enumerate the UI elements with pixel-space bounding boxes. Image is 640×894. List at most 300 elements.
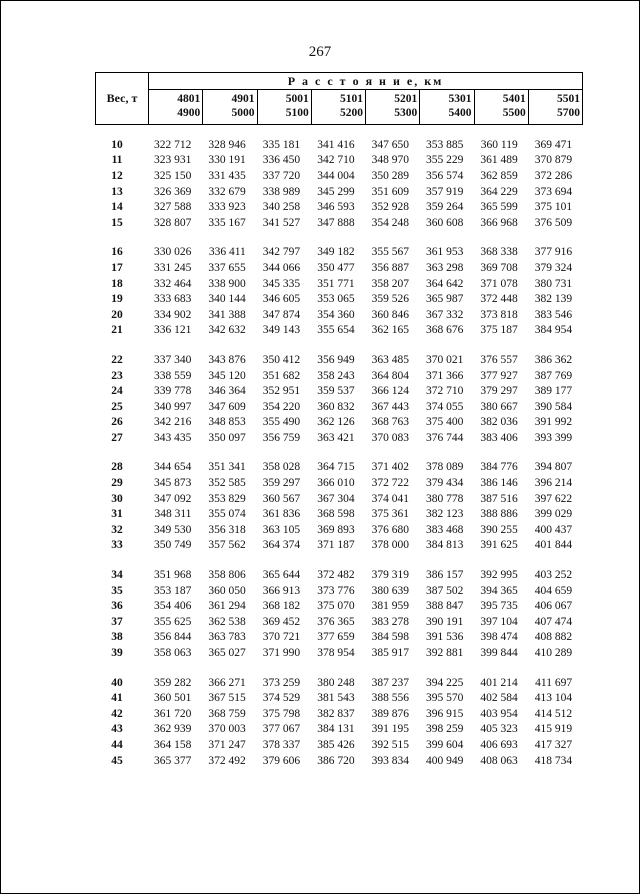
value-cell: 369 471 xyxy=(534,138,573,151)
table-row xyxy=(95,491,583,507)
value-cell: 351 341 xyxy=(208,461,246,474)
value-cell: 352 928 xyxy=(371,201,409,214)
value-cell: 356 574 xyxy=(425,169,464,182)
value-cell: 378 089 xyxy=(425,461,464,474)
table-header xyxy=(95,72,583,125)
weight-cell: 25 xyxy=(111,400,123,413)
weight-column-header: Вес, т xyxy=(96,73,149,124)
range-to: 4900 xyxy=(177,107,201,119)
weight-cell: 26 xyxy=(111,416,123,429)
value-cell: 404 659 xyxy=(534,584,573,597)
value-cell: 359 537 xyxy=(317,385,355,398)
value-cell: 388 847 xyxy=(425,600,464,613)
value-cell: 355 490 xyxy=(262,416,301,429)
value-cell: 376 557 xyxy=(480,353,518,366)
weight-cell: 33 xyxy=(111,539,123,552)
range-to: 5200 xyxy=(340,107,363,119)
value-cell: 394 807 xyxy=(534,461,573,474)
value-cell: 327 588 xyxy=(154,201,192,214)
value-cell: 384 954 xyxy=(534,324,573,337)
value-cell: 393 399 xyxy=(534,431,573,444)
value-cell: 383 278 xyxy=(371,615,409,628)
value-cell: 358 243 xyxy=(317,369,355,382)
weight-cell: 19 xyxy=(111,293,123,306)
value-cell: 358 806 xyxy=(208,569,246,582)
value-cell: 368 759 xyxy=(208,707,246,720)
value-cell: 371 366 xyxy=(425,369,464,382)
value-cell: 380 731 xyxy=(534,277,573,290)
value-cell: 341 527 xyxy=(262,216,301,229)
value-cell: 379 324 xyxy=(534,261,573,274)
value-cell: 363 105 xyxy=(262,523,301,536)
weight-cell: 43 xyxy=(111,723,123,736)
range-from: 5401 xyxy=(502,93,526,105)
value-cell: 343 876 xyxy=(208,353,246,366)
value-cell: 363 783 xyxy=(208,631,246,644)
value-cell: 356 887 xyxy=(371,261,409,274)
value-cell: 339 778 xyxy=(154,385,192,398)
value-cell: 367 304 xyxy=(317,492,355,505)
value-cell: 362 939 xyxy=(154,723,192,736)
value-cell: 350 412 xyxy=(262,353,301,366)
table-row xyxy=(95,199,583,215)
value-cell: 366 968 xyxy=(480,216,518,229)
value-cell: 381 543 xyxy=(317,692,355,705)
row-group xyxy=(95,460,583,554)
range-header xyxy=(420,90,474,124)
value-cell: 346 605 xyxy=(262,293,301,306)
table-body xyxy=(95,131,583,768)
value-cell: 356 949 xyxy=(317,353,355,366)
value-cell: 343 435 xyxy=(154,431,192,444)
value-cell: 408 882 xyxy=(534,631,573,644)
value-cell: 351 609 xyxy=(371,185,409,198)
value-cell: 382 139 xyxy=(534,293,573,306)
value-cell: 351 771 xyxy=(317,277,355,290)
value-cell: 369 893 xyxy=(317,523,355,536)
value-cell: 398 259 xyxy=(425,723,464,736)
value-cell: 337 340 xyxy=(154,353,192,366)
value-cell: 332 679 xyxy=(208,185,246,198)
value-cell: 401 844 xyxy=(534,539,573,552)
value-cell: 367 515 xyxy=(208,692,246,705)
value-cell: 328 807 xyxy=(154,216,192,229)
value-cell: 396 214 xyxy=(534,477,573,490)
value-cell: 365 599 xyxy=(480,201,518,214)
table-row xyxy=(95,368,583,384)
page-number: 267 xyxy=(308,44,332,60)
weight-cell: 21 xyxy=(111,324,123,337)
weight-cell: 36 xyxy=(111,600,123,613)
range-header xyxy=(529,90,582,124)
value-cell: 398 474 xyxy=(480,631,518,644)
value-cell: 387 237 xyxy=(371,676,409,689)
value-cell: 379 297 xyxy=(480,385,518,398)
value-cell: 406 067 xyxy=(534,600,573,613)
value-cell: 392 881 xyxy=(425,647,464,660)
value-cell: 384 813 xyxy=(425,539,464,552)
value-cell: 355 625 xyxy=(154,615,192,628)
value-cell: 340 144 xyxy=(208,293,246,306)
value-cell: 347 609 xyxy=(208,400,246,413)
value-cell: 366 124 xyxy=(371,385,409,398)
value-cell: 353 187 xyxy=(154,584,192,597)
table-row xyxy=(95,475,583,491)
value-cell: 346 593 xyxy=(317,201,355,214)
value-cell: 331 435 xyxy=(208,169,246,182)
value-cell: 359 264 xyxy=(425,201,464,214)
weight-cell: 13 xyxy=(111,185,123,198)
range-to: 5500 xyxy=(502,107,526,119)
weight-cell: 11 xyxy=(111,154,123,167)
value-cell: 342 632 xyxy=(208,324,246,337)
value-cell: 346 364 xyxy=(208,385,246,398)
value-cell: 389 876 xyxy=(371,707,409,720)
row-group xyxy=(95,567,583,661)
value-cell: 347 650 xyxy=(371,138,409,151)
value-cell: 370 003 xyxy=(208,723,246,736)
value-cell: 344 654 xyxy=(154,461,192,474)
value-cell: 342 797 xyxy=(262,246,301,259)
value-cell: 375 798 xyxy=(262,707,301,720)
value-cell: 348 970 xyxy=(371,154,409,167)
value-cell: 390 255 xyxy=(480,523,518,536)
weight-cell: 34 xyxy=(111,569,123,582)
value-cell: 366 913 xyxy=(262,584,301,597)
range-from: 5301 xyxy=(448,93,472,105)
value-cell: 372 286 xyxy=(534,169,573,182)
value-cell: 354 406 xyxy=(154,600,192,613)
value-cell: 393 834 xyxy=(371,754,409,767)
table-row xyxy=(95,352,583,368)
value-cell: 356 844 xyxy=(154,631,192,644)
value-cell: 360 608 xyxy=(425,216,464,229)
table-row xyxy=(95,215,583,231)
value-cell: 379 319 xyxy=(371,569,409,582)
value-cell: 408 063 xyxy=(480,754,518,767)
weight-cell: 42 xyxy=(111,707,123,720)
table-row xyxy=(95,675,583,691)
table-row xyxy=(95,645,583,661)
range-header xyxy=(203,90,257,124)
value-cell: 399 844 xyxy=(480,647,518,660)
value-cell: 371 187 xyxy=(317,539,355,552)
weight-cell: 45 xyxy=(111,754,123,767)
value-cell: 368 598 xyxy=(317,508,355,521)
value-cell: 342 216 xyxy=(154,416,192,429)
value-cell: 362 859 xyxy=(480,169,518,182)
value-cell: 350 097 xyxy=(208,431,246,444)
value-cell: 357 919 xyxy=(425,185,464,198)
table-row xyxy=(95,399,583,415)
value-cell: 386 146 xyxy=(480,477,518,490)
table-row xyxy=(95,276,583,292)
value-cell: 382 837 xyxy=(317,707,355,720)
value-cell: 350 477 xyxy=(317,261,355,274)
value-cell: 345 120 xyxy=(208,369,246,382)
value-cell: 369 452 xyxy=(262,615,301,628)
value-cell: 388 886 xyxy=(480,508,518,521)
value-cell: 363 485 xyxy=(371,353,409,366)
value-cell: 347 874 xyxy=(262,308,301,321)
value-cell: 410 289 xyxy=(534,647,573,660)
distance-header: Р а с с т о я н и е, км xyxy=(149,73,582,90)
value-cell: 397 622 xyxy=(534,492,573,505)
value-cell: 359 297 xyxy=(262,477,301,490)
value-cell: 347 888 xyxy=(317,216,355,229)
weight-cell: 44 xyxy=(111,738,123,751)
table-row xyxy=(95,137,583,153)
range-header xyxy=(258,90,312,124)
value-cell: 417 327 xyxy=(534,738,573,751)
value-cell: 374 529 xyxy=(262,692,301,705)
value-cell: 394 225 xyxy=(425,676,464,689)
value-cell: 371 078 xyxy=(480,277,518,290)
value-cell: 386 362 xyxy=(534,353,573,366)
value-cell: 391 992 xyxy=(534,416,573,429)
value-cell: 364 229 xyxy=(480,185,518,198)
weight-cell: 28 xyxy=(111,461,123,474)
value-cell: 359 526 xyxy=(371,293,409,306)
value-cell: 360 501 xyxy=(154,692,192,705)
value-cell: 349 182 xyxy=(317,246,355,259)
value-cell: 376 744 xyxy=(425,431,464,444)
value-cell: 368 676 xyxy=(425,324,464,337)
value-cell: 351 682 xyxy=(262,369,301,382)
value-cell: 364 715 xyxy=(317,461,355,474)
value-cell: 372 482 xyxy=(317,569,355,582)
value-cell: 378 337 xyxy=(262,738,301,751)
value-cell: 392 995 xyxy=(480,569,518,582)
value-cell: 364 158 xyxy=(154,738,192,751)
value-cell: 386 720 xyxy=(317,754,355,767)
value-cell: 382 123 xyxy=(425,508,464,521)
value-cell: 391 195 xyxy=(371,723,409,736)
table-row xyxy=(95,168,583,184)
table-row xyxy=(95,153,583,169)
value-cell: 384 776 xyxy=(480,461,518,474)
value-cell: 376 680 xyxy=(371,523,409,536)
range-header xyxy=(475,90,529,124)
value-cell: 330 191 xyxy=(208,154,246,167)
value-cell: 361 836 xyxy=(262,508,301,521)
value-cell: 364 642 xyxy=(425,277,464,290)
value-cell: 326 369 xyxy=(154,185,192,198)
value-cell: 344 066 xyxy=(262,261,301,274)
value-cell: 411 697 xyxy=(535,676,573,689)
value-cell: 363 421 xyxy=(317,431,355,444)
value-cell: 330 026 xyxy=(154,246,192,259)
value-cell: 340 258 xyxy=(262,201,301,214)
value-cell: 380 778 xyxy=(425,492,464,505)
row-group xyxy=(95,137,583,231)
weight-cell: 35 xyxy=(111,584,123,597)
value-cell: 353 065 xyxy=(317,293,355,306)
value-cell: 369 708 xyxy=(480,261,518,274)
value-cell: 403 954 xyxy=(480,707,518,720)
value-cell: 373 776 xyxy=(317,584,355,597)
value-cell: 360 050 xyxy=(208,584,246,597)
table-row xyxy=(95,415,583,431)
value-cell: 375 101 xyxy=(534,201,573,214)
weight-cell: 30 xyxy=(111,492,123,505)
value-cell: 389 177 xyxy=(534,385,573,398)
weight-cell: 10 xyxy=(111,138,123,151)
weight-cell: 14 xyxy=(111,201,123,214)
table-row xyxy=(95,598,583,614)
value-cell: 336 411 xyxy=(208,246,246,259)
weight-cell: 20 xyxy=(111,308,123,321)
value-cell: 381 959 xyxy=(371,600,409,613)
value-cell: 364 374 xyxy=(262,539,301,552)
table-row xyxy=(95,706,583,722)
value-cell: 402 584 xyxy=(480,692,518,705)
range-header xyxy=(312,90,366,124)
value-cell: 378 000 xyxy=(371,539,409,552)
range-to: 5300 xyxy=(394,107,418,119)
value-cell: 373 818 xyxy=(480,308,518,321)
value-cell: 352 585 xyxy=(208,477,246,490)
weight-cell: 31 xyxy=(111,508,123,521)
value-cell: 337 720 xyxy=(262,169,301,182)
value-cell: 360 832 xyxy=(317,400,355,413)
row-group xyxy=(95,675,583,769)
value-cell: 399 029 xyxy=(534,508,573,521)
value-cell: 356 759 xyxy=(262,431,301,444)
value-cell: 367 332 xyxy=(425,308,464,321)
value-cell: 353 829 xyxy=(208,492,246,505)
table-row xyxy=(95,307,583,323)
value-cell: 375 361 xyxy=(371,508,409,521)
value-cell: 375 187 xyxy=(480,324,518,337)
value-cell: 328 946 xyxy=(208,138,246,151)
value-cell: 350 289 xyxy=(371,169,409,182)
range-from: 5101 xyxy=(340,93,363,105)
value-cell: 371 990 xyxy=(262,647,301,660)
value-cell: 375 400 xyxy=(425,416,464,429)
value-cell: 335 167 xyxy=(208,216,246,229)
value-cell: 379 606 xyxy=(262,754,301,767)
value-cell: 338 900 xyxy=(208,277,246,290)
value-cell: 361 953 xyxy=(425,246,464,259)
value-cell: 413 104 xyxy=(534,692,573,705)
value-cell: 333 683 xyxy=(154,293,192,306)
table-row xyxy=(95,184,583,200)
value-cell: 361 489 xyxy=(480,154,518,167)
value-cell: 345 873 xyxy=(154,477,192,490)
value-cell: 387 502 xyxy=(425,584,464,597)
value-cell: 374 055 xyxy=(425,400,464,413)
value-cell: 353 885 xyxy=(425,138,464,151)
value-cell: 345 335 xyxy=(262,277,301,290)
value-cell: 405 323 xyxy=(480,723,518,736)
range-to: 5000 xyxy=(231,107,255,119)
value-cell: 377 916 xyxy=(534,246,573,259)
value-cell: 378 954 xyxy=(317,647,355,660)
value-cell: 351 968 xyxy=(154,569,192,582)
value-cell: 348 311 xyxy=(154,508,192,521)
value-cell: 400 437 xyxy=(534,523,573,536)
value-cell: 362 165 xyxy=(371,324,409,337)
value-cell: 368 338 xyxy=(480,246,518,259)
value-cell: 365 027 xyxy=(208,647,246,660)
weight-cell: 37 xyxy=(111,615,123,628)
table-row xyxy=(95,614,583,630)
weight-cell: 41 xyxy=(111,692,123,705)
value-cell: 367 443 xyxy=(371,400,409,413)
value-cell: 370 721 xyxy=(262,631,301,644)
weight-cell: 27 xyxy=(111,431,123,444)
weight-cell: 38 xyxy=(111,631,123,644)
row-group xyxy=(95,352,583,446)
value-cell: 359 282 xyxy=(154,676,192,689)
value-cell: 388 556 xyxy=(371,692,409,705)
range-from: 5201 xyxy=(394,93,418,105)
value-cell: 347 092 xyxy=(154,492,192,505)
value-cell: 358 028 xyxy=(262,461,301,474)
table-row xyxy=(95,383,583,399)
weight-cell: 18 xyxy=(111,277,123,290)
weight-cell: 32 xyxy=(111,523,123,536)
value-cell: 372 722 xyxy=(371,477,409,490)
value-cell: 390 191 xyxy=(425,615,464,628)
value-cell: 338 989 xyxy=(262,185,301,198)
range-to: 5700 xyxy=(557,107,580,119)
value-cell: 387 516 xyxy=(480,492,518,505)
value-cell: 365 987 xyxy=(425,293,464,306)
value-cell: 392 515 xyxy=(371,738,409,751)
range-header xyxy=(149,90,203,124)
row-group xyxy=(95,245,583,339)
range-from: 5001 xyxy=(285,93,309,105)
table-row xyxy=(95,245,583,261)
value-cell: 341 388 xyxy=(208,308,246,321)
weight-cell: 16 xyxy=(111,246,123,259)
value-cell: 415 919 xyxy=(534,723,573,736)
value-cell: 372 710 xyxy=(425,385,464,398)
value-cell: 403 252 xyxy=(534,569,573,582)
value-cell: 406 693 xyxy=(480,738,518,751)
value-cell: 383 546 xyxy=(534,308,573,321)
value-cell: 372 448 xyxy=(480,293,518,306)
value-cell: 337 655 xyxy=(208,261,246,274)
value-cell: 355 654 xyxy=(317,324,355,337)
value-cell: 358 063 xyxy=(154,647,192,660)
value-cell: 358 207 xyxy=(371,277,409,290)
range-header xyxy=(366,90,420,124)
table-row xyxy=(95,690,583,706)
value-cell: 380 667 xyxy=(480,400,518,413)
value-cell: 354 220 xyxy=(262,400,301,413)
value-cell: 384 598 xyxy=(371,631,409,644)
value-cell: 325 150 xyxy=(154,169,192,182)
value-cell: 399 604 xyxy=(425,738,464,751)
value-cell: 355 567 xyxy=(371,246,409,259)
value-cell: 414 512 xyxy=(534,707,573,720)
value-cell: 362 126 xyxy=(317,416,355,429)
table-row xyxy=(95,506,583,522)
value-cell: 368 182 xyxy=(262,600,301,613)
value-cell: 374 041 xyxy=(371,492,409,505)
value-cell: 382 036 xyxy=(480,416,518,429)
weight-cell: 12 xyxy=(111,169,123,182)
value-cell: 397 104 xyxy=(480,615,518,628)
value-cell: 401 214 xyxy=(480,676,518,689)
value-cell: 338 559 xyxy=(154,369,192,382)
weight-cell: 24 xyxy=(111,385,123,398)
table-row xyxy=(95,567,583,583)
value-cell: 360 846 xyxy=(371,308,409,321)
